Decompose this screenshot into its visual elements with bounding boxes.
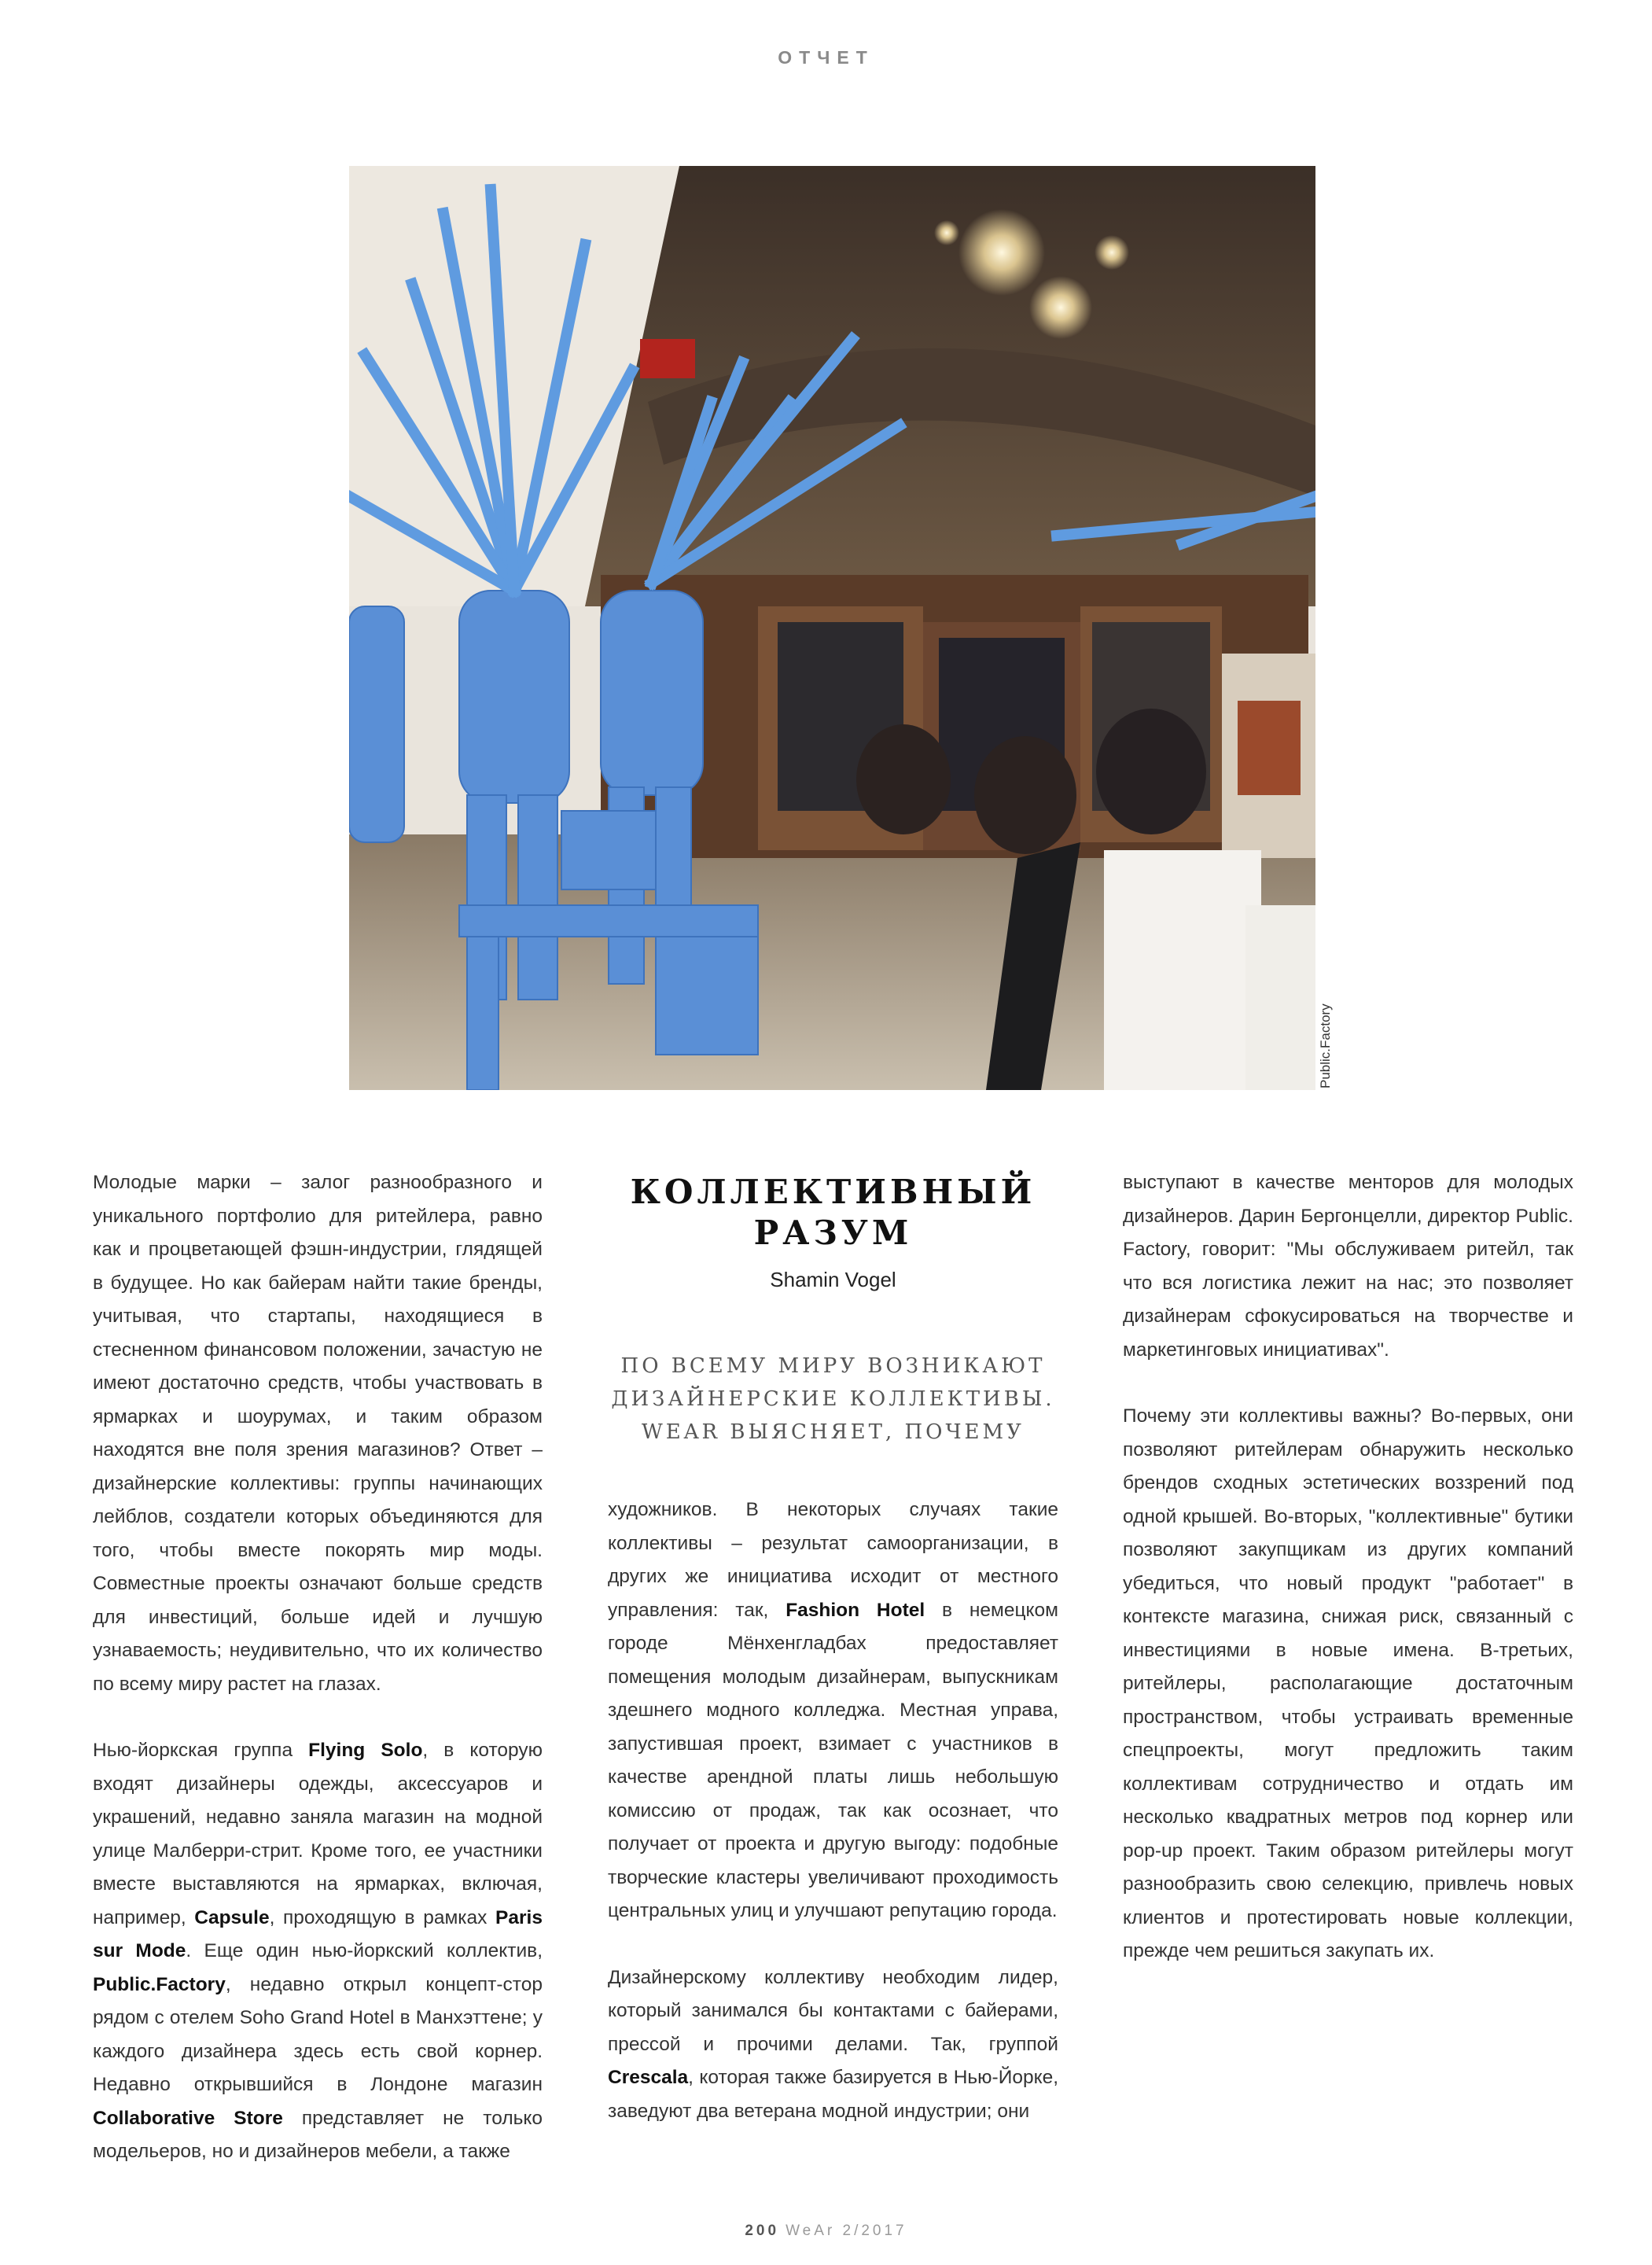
article-column-middle (608, 1493, 1058, 2161)
article-column-left (93, 1166, 543, 2202)
paragraph: Молодые марки – залог разнообразного и уникального портфолио для ритейлера, равно как и процветающей фэшн-индустрии, глядящей в будущее. Но как байерам найти такие бренды, учитывая, что стартапы, находящиеся в стесненном финансовом положении, зачастую не имеют достаточно средств, чтобы участвовать в ярмарках и шоурумах, и таким образом находятся вне поля зрения магазинов? Ответ – дизайнерские коллективы: группы начинающих лейблов, создатели которых объединяются для того, чтобы вместе покорять мир моды. Совместные проекты означают больше средств для инвестиций, больше идей и лучшую узнаваемость; неудивительно, что их количество по всему миру растет на глазах. (93, 1172, 543, 1695)
brand-name: Fashion Hotel (786, 1599, 925, 1621)
article-lead: ПО ВСЕМУ МИРУ ВОЗНИКАЮТ ДИЗАЙНЕРСКИЕ КОЛЛЕКТИВЫ. WEAR ВЫЯСНЯЕТ, ПОЧЕМУ (611, 1354, 1055, 1444)
brand-name: Paris sur Mode (93, 1906, 543, 1961)
photo-credit: Public.Factory (1318, 1004, 1333, 1088)
store-interior-photo (349, 166, 1315, 1090)
page-footer (0, 2223, 1652, 2240)
brand-name: Flying Solo (308, 1740, 423, 1761)
page-number: 200 (745, 2223, 780, 2239)
brand-name: Capsule (194, 1906, 270, 1928)
brand-name: Collaborative Store (93, 2107, 283, 2129)
paragraph: Почему эти коллективы важны? Во-первых, они позволяют ритейлерам обнаружить несколько брендов сходных эстетических воззрений под одной крышей. Во-вторых, "коллективные" бутики позволяют закупщикам из других компаний убедиться, что новый продукт "работает" в контексте магазина, снижая риск, связанный с инвестициями в новые имена. В-третьих, ритейлеры, располагающие достаточным пространством, чтобы устраивать временные спецпроекты, могут предложить таким коллективам сотрудничество и отдать им несколько квадратных метров под корнер или pop-up проект. Таким образом ритейлеры могут разнообразить свою селекцию, привлечь новых клиентов и протестировать новые коллекции, прежде чем решиться закупать их. (1123, 1405, 1573, 1961)
paragraph: Нью-йоркская группа Flying Solo, в которую входят дизайнеры одежды, аксессуаров и украшений, недавно заняла магазин на модной улице Малберри-стрит. Кроме того, ее участники вместе выставляются на ярмарках, включая, например, Capsule, проходящую в рамках Paris sur Mode. Еще один нью-йоркский коллектив, Public.Factory, недавно открыл концепт-стор рядом с отелем Soho Grand Hotel в Манхэттене; у каждого дизайнера здесь есть свой корнер. Недавно открывшийся в Лондоне магазин Collaborative Store представляет не только модельеров, но и дизайнеров мебели, а также (93, 1740, 543, 2162)
article-column-right (1123, 1166, 1573, 2002)
issue-label: WeAr 2/2017 (786, 2223, 907, 2239)
author-byline: Shamin Vogel (770, 1268, 896, 1291)
paragraph: выступают в качестве менторов для молодых дизайнеров. Дарин Бергонцелли, директор Public. Factory, говорит: "Мы обслуживаем ритейл, так что вся логистика лежит на нас; это позволяет дизайнерам сфокусироваться на творчестве и маркетинговых инициативах". (1123, 1172, 1573, 1361)
brand-name: Public.Factory (93, 1973, 226, 1995)
section-label: ОТЧЕТ (778, 47, 874, 68)
article-title: КОЛЛЕКТИВНЫЙ РАЗУМ (630, 1173, 1036, 1252)
paragraph: художников. В некоторых случаях такие коллективы – результат самоорганизации, в других же инициатива исходит от местного управления: так, Fashion Hotel в немецком городе Мёнхенгладбах предоставляет помещения молодым дизайнерам, выпускникам здешнего модного колледжа. Местная управа, запустившая проект, взимает с участников в качестве арендной платы лишь небольшую комиссию от продаж, так как осознает, что получает от проекта и другую выгоду: подобные творческие кластеры увеличивают проходимость центральных улиц и улучшают репутацию города. (608, 1499, 1058, 1921)
paragraph: Дизайнерскому коллективу необходим лидер, который занимался бы контактами с байерами, прессой и прочими делами. Так, группой Crescala, которая также базируется в Нью-Йорке, заведуют два ветерана модной индустрии; они (608, 1966, 1058, 2122)
brand-name: Crescala (608, 2067, 689, 2088)
